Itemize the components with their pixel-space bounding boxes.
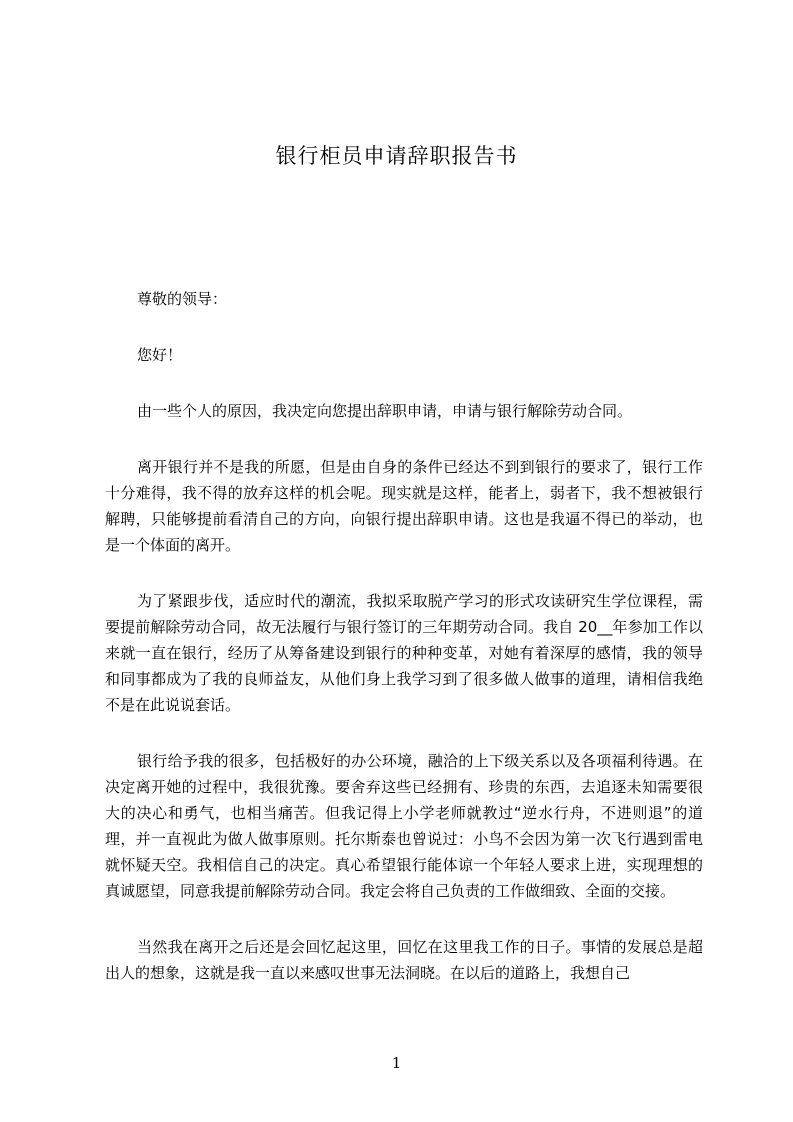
body-paragraph: 银行给予我的很多，包括极好的办公环境，融洽的上下级关系以及各项福利待遇。在决定离开她的过程中，我很犹豫。要舍弃这些已经拥有、珍贵的东西，去追逐未知需要很大的决心和勇气，也相当痛苦。但我记得上小学老师就教过“逆水行舟，不进则退”的道理，并一直视此为做人做事原则。托尔斯泰也曾说过：小鸟不会因为第一次飞行遇到雷电就怀疑天空。我相信自己的决定。真心希望银行能体谅一个年轻人要求上进，实现理想的真诚愿望，同意我提前解除劳动合同。我定会将自己负责的工作做细致、全面的交接。 (105, 752, 703, 900)
salutation: 尊敬的领导： (137, 290, 228, 308)
body-paragraph: 离开银行并不是我的所愿，但是由自身的条件已经达不到到银行的要求了，银行工作十分难得，我不得的放弃这样的机会呢。现实就是这样，能者上，弱者下，我不想被银行解聘，只能够提前看清自己的方向，向银行提出辞职申请。这也是我逼不得已的举动，也是一个体面的离开。 (105, 458, 703, 554)
greeting: 您好！ (137, 346, 183, 364)
body-paragraph: 为了紧跟步伐，适应时代的潮流，我拟采取脱产学习的形式攻读研究生学位课程，需要提前解除劳动合同，故无法履行与银行签订的三年期劳动合同。我自 20__年参加工作以来就一直在银行，经历了从筹备建设到银行的种种变革，对她有着深厚的感情，我的领导和同事都成为了我的良师益友，从他们身上我学习到了很多做人做事的道理，请相信我绝不是在此说说套话。 (105, 592, 703, 714)
document-body (105, 286, 703, 1016)
page-number: 1 (391, 1054, 402, 1072)
body-paragraph: 由一些个人的原因，我决定向您提出辞职申请，申请与银行解除劳动合同。 (137, 402, 633, 420)
body-paragraph: 当然我在离开之后还是会回忆起这里，回忆在这里我工作的日子。事情的发展总是超出人的想象，这就是我一直以来感叹世事无法洞晓。在以后的道路上，我想自己 (105, 938, 703, 982)
document-title: 银行柜员申请辞职报告书 (275, 144, 518, 168)
